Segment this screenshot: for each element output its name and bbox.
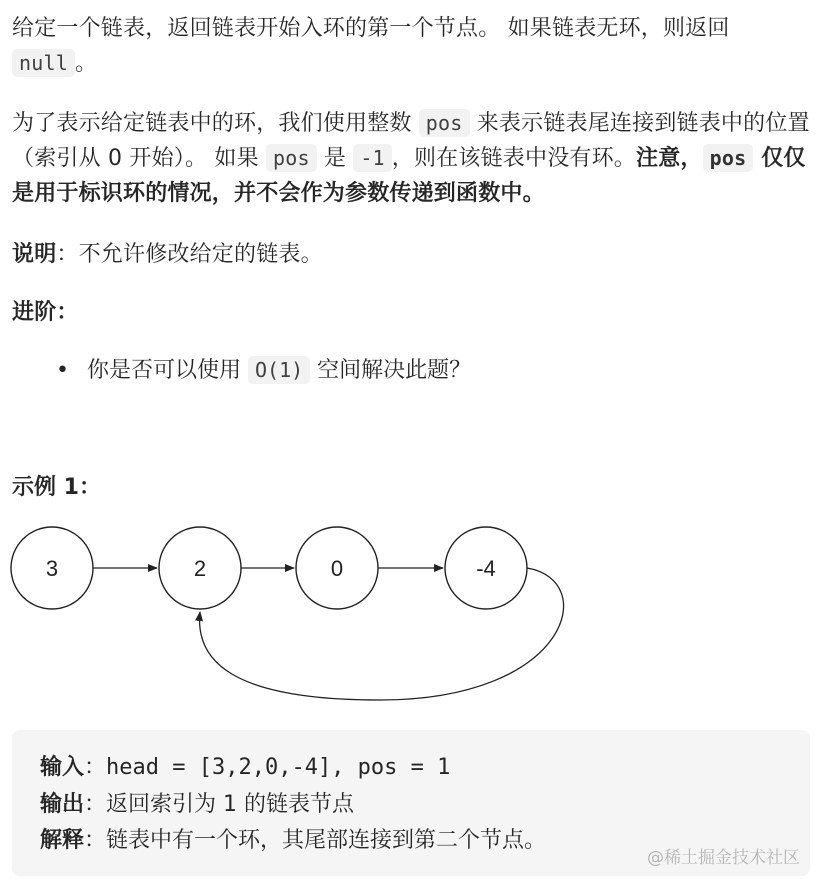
text: ，则在该链表中没有环。	[391, 146, 636, 171]
followup-title	[12, 295, 79, 330]
node-value: 2	[193, 556, 207, 581]
explain-label: 解释	[40, 828, 85, 853]
text: 为了表示给定链表中的环，我们使用整数	[12, 111, 419, 136]
watermark: @稀土掘金技术社区	[647, 848, 800, 868]
text: 。	[74, 51, 98, 76]
explain-value: ：链表中有一个环，其尾部连接到第二个节点。	[84, 828, 547, 853]
list-node	[159, 527, 241, 609]
linked-list-diagram	[0, 520, 822, 720]
followup-title-text: 进阶：	[12, 300, 79, 325]
text: 你是否可以使用	[87, 358, 248, 383]
followup-list	[12, 353, 471, 388]
list-item	[12, 353, 471, 388]
inline-code-null: null	[12, 49, 75, 77]
inline-code-pos: pos	[266, 144, 317, 172]
text: 给定一个链表，返回链表开始入环的第一个节点。 如果链表无环，则返回	[12, 16, 730, 41]
output-label: 输出	[40, 792, 85, 817]
description-paragraph-2	[12, 106, 812, 211]
output-value: ：返回索引为 1 的链表节点	[84, 792, 354, 817]
input-value: ：head = [3,2,0,-4], pos = 1	[84, 755, 451, 780]
example-input-line	[40, 750, 450, 786]
inline-code-minus-one: -1	[353, 144, 391, 172]
node-value: 0	[330, 556, 344, 581]
list-node	[11, 527, 93, 609]
note-text: ：不允许修改给定的链表。	[56, 242, 323, 267]
note-bold-text: 注意，	[636, 146, 703, 171]
note-bold-text: 仅仅是用于标识环的情况，并不会作为参数传递到函数中。	[12, 146, 806, 206]
input-label: 输入	[40, 755, 85, 780]
example-explain-line	[40, 823, 546, 859]
note-label: 说明	[12, 242, 57, 267]
node-value: -4	[476, 556, 496, 581]
example-title: 示例 1：	[12, 475, 101, 500]
node-value: 3	[45, 556, 59, 581]
description-paragraph-1	[12, 11, 812, 81]
example-output-line	[40, 787, 354, 823]
text: 空间解决此题？	[310, 358, 472, 383]
text: 是	[316, 146, 354, 171]
list-node	[445, 527, 527, 609]
text: 来表示链表尾连接到链表中的位置（索引从 0 开始）。 如果	[12, 111, 810, 171]
bullet-icon: •	[56, 358, 69, 383]
inline-code-o1: O(1)	[248, 356, 310, 384]
note-paragraph	[12, 237, 323, 272]
inline-code-pos: pos	[419, 109, 470, 137]
inline-code-pos: pos	[703, 144, 754, 172]
list-node	[296, 527, 378, 609]
